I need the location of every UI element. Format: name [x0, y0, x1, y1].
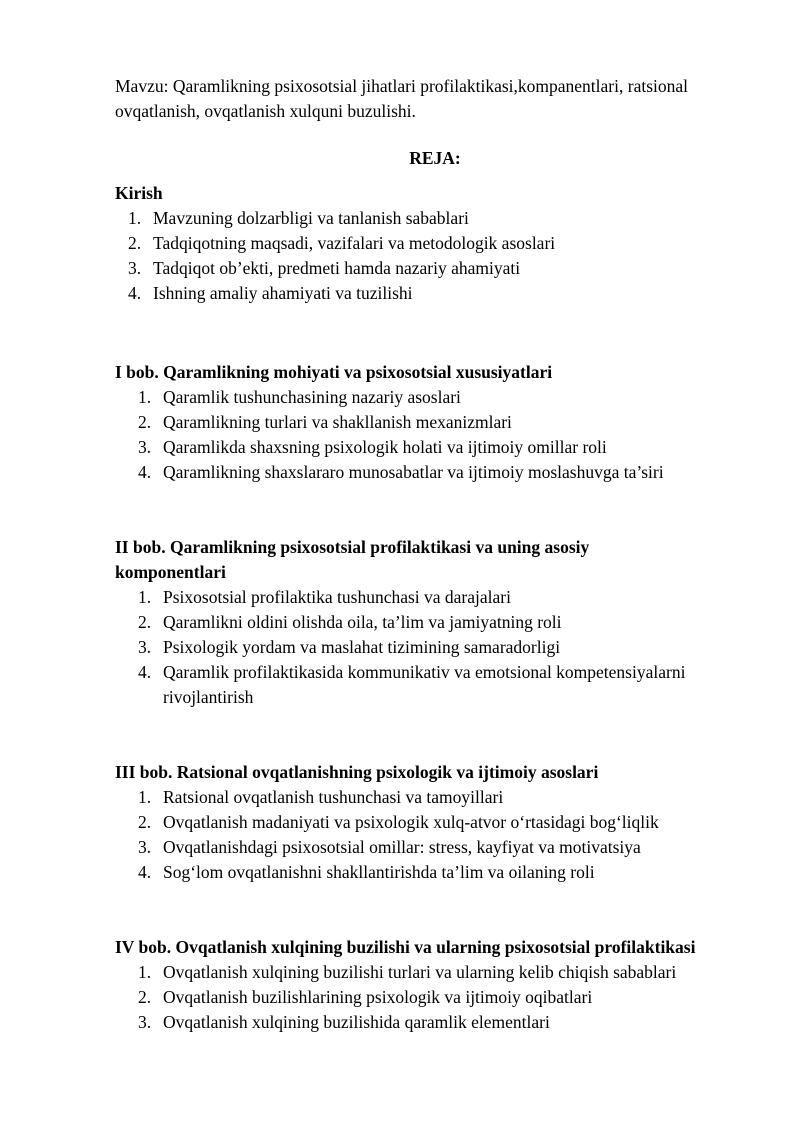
- chapter-heading: III bob. Ratsional ovqatlanishning psixologik va ijtimoiy asoslari: [115, 762, 599, 782]
- item-number: 3.: [138, 637, 152, 657]
- item-text: Sog‘lom ovqatlanishni shakllantirishda ta’lim va oilaning roli: [163, 862, 595, 882]
- item-number: 4.: [138, 862, 152, 882]
- item-text: Ishning amaliy ahamiyati va tuzilishi: [153, 283, 413, 303]
- list-item: [115, 231, 755, 256]
- item-text: Tadqiqot ob’ekti, predmeti hamda nazariy ahamiyati: [153, 258, 521, 278]
- item-text: Qaramlik profilaktikasida kommunikativ va emotsional kompetensiyalarni rivojlantirish: [163, 662, 686, 707]
- item-text: Ovqatlanish madaniyati va psixologik xulq-atvor o‘rtasidagi bog‘liqlik: [163, 812, 659, 832]
- list-item: [115, 281, 755, 306]
- chapter-list: [115, 385, 755, 485]
- item-text: Tadqiqotning maqsadi, vazifalari va metodologik asoslari: [153, 233, 556, 253]
- chapter-heading: I bob. Qaramlikning mohiyati va psixosotsial xususiyatlari: [115, 362, 553, 382]
- list-item: [115, 435, 755, 460]
- intro-heading: Kirish: [115, 183, 163, 203]
- document-page: [115, 74, 755, 1032]
- chapter-heading: II bob. Qaramlikning psixosotsial profilaktikasi va uning asosiy komponentlari: [115, 537, 590, 582]
- item-text: Ovqatlanish xulqining buzilishida qaramlik elementlari: [163, 1012, 550, 1032]
- item-text: Qaramlikning shaxslararo munosabatlar va ijtimoiy moslashuvga ta’siri: [163, 462, 664, 482]
- item-number: 2.: [138, 412, 152, 432]
- item-number: 2.: [138, 987, 152, 1007]
- topic-text: Mavzu: Qaramlikning psixosotsial jihatlari profilaktikasi,kompanentlari, ratsional ovqatlanish, ovqatlanish xulquni buzulishi.: [115, 76, 688, 121]
- item-number: 2.: [128, 233, 142, 253]
- list-item: [115, 785, 755, 810]
- item-number: 3.: [138, 837, 152, 857]
- list-item: [115, 835, 755, 860]
- item-text: Ovqatlanishdagi psixosotsial omillar: stress, kayfiyat va motivatsiya: [163, 837, 641, 857]
- item-text: Ratsional ovqatlanish tushunchasi va tamoyillari: [163, 787, 504, 807]
- list-item: [115, 810, 755, 835]
- item-number: 3.: [138, 437, 152, 457]
- list-item: [115, 860, 755, 885]
- list-item: [115, 635, 755, 660]
- item-text: Ovqatlanish xulqining buzilishi turlari va ularning kelib chiqish sabablari: [163, 962, 677, 982]
- item-number: 1.: [138, 387, 152, 407]
- list-item: [115, 256, 755, 281]
- item-number: 1.: [128, 208, 142, 228]
- item-text: Qaramlikda shaxsning psixologik holati va ijtimoiy omillar roli: [163, 437, 607, 457]
- item-number: 2.: [138, 612, 152, 632]
- item-number: 4.: [128, 283, 142, 303]
- item-text: Ovqatlanish buzilishlarining psixologik va ijtimoiy oqibatlari: [163, 987, 593, 1007]
- list-item: [115, 1010, 755, 1035]
- list-item: [115, 410, 755, 435]
- item-number: 4.: [138, 662, 152, 682]
- list-item: [115, 460, 755, 485]
- chapter-list: [115, 960, 755, 1035]
- item-text: Qaramlikning turlari va shakllanish mexanizmlari: [163, 412, 512, 432]
- item-number: 3.: [128, 258, 142, 278]
- chapter-list: [115, 785, 755, 885]
- intro-list: [115, 206, 755, 306]
- list-item: [115, 385, 755, 410]
- item-text: Psixologik yordam va maslahat tizimining samaradorligi: [163, 637, 561, 657]
- plan-title: REJA:: [409, 148, 461, 168]
- item-number: 1.: [138, 587, 152, 607]
- chapter-2: [115, 535, 755, 710]
- item-text: Mavzuning dolzarbligi va tanlanish sabablari: [153, 208, 469, 228]
- chapter-4: [115, 935, 755, 1035]
- chapter-3: [115, 760, 755, 885]
- item-number: 3.: [138, 1012, 152, 1032]
- item-text: Qaramlikni oldini olishda oila, ta’lim va jamiyatning roli: [163, 612, 562, 632]
- list-item: [115, 585, 755, 610]
- list-item: [115, 660, 733, 710]
- chapter-heading: IV bob. Ovqatlanish xulqining buzilishi va ularning psixosotsial profilaktikasi: [115, 937, 696, 957]
- item-text: Psixosotsial profilaktika tushunchasi va darajalari: [163, 587, 511, 607]
- list-item: [115, 960, 755, 985]
- item-number: 4.: [138, 462, 152, 482]
- item-text: Qaramlik tushunchasining nazariy asoslari: [163, 387, 461, 407]
- list-item: [115, 985, 755, 1010]
- item-number: 1.: [138, 962, 152, 982]
- list-item: [115, 206, 755, 231]
- chapter-1: [115, 360, 755, 485]
- chapter-list: [115, 585, 755, 710]
- item-number: 2.: [138, 812, 152, 832]
- list-item: [115, 610, 755, 635]
- item-number: 1.: [138, 787, 152, 807]
